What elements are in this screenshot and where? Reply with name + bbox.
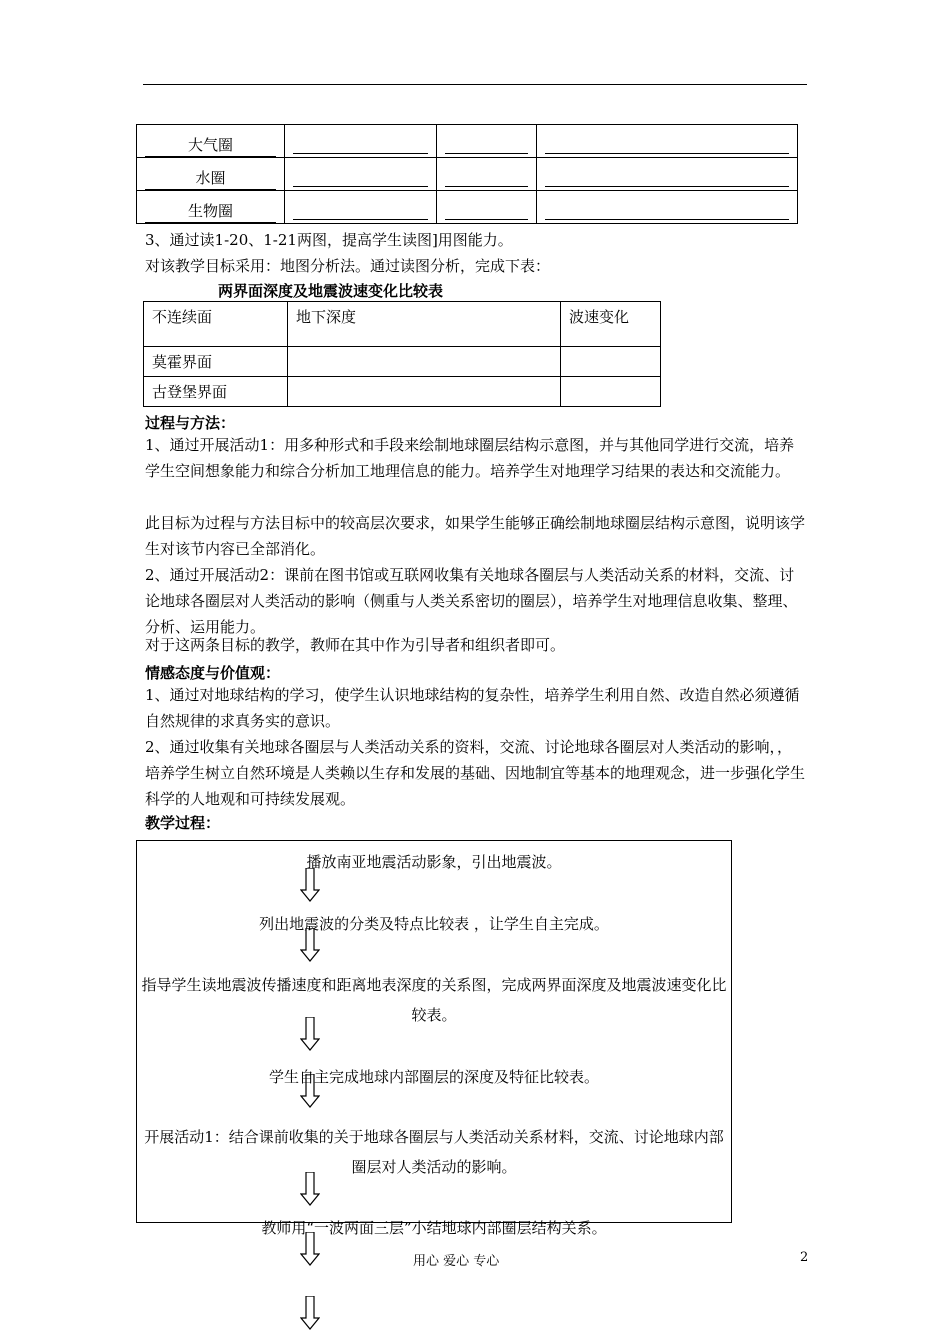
page-number: 2 bbox=[800, 1250, 809, 1265]
blank-cell bbox=[285, 191, 437, 224]
emotion-p1: 1、通过对地球结构的学习，使学生认识地球结构的复杂性，培养学生利用自然、改造自然必须遵循自然规律的求真务实的意识。 bbox=[145, 686, 800, 730]
sphere-name: 大气圈 bbox=[145, 134, 276, 157]
table-header-row bbox=[144, 302, 661, 347]
table-row bbox=[144, 377, 661, 407]
down-arrow-icon bbox=[300, 928, 320, 962]
flow-step: 学生自主完成地球内部圈层的深度及特征比较表。 bbox=[268, 1068, 599, 1086]
intro-line-1: 3、通过读1-20、1-21两图，提高学生读图]用图能力。 bbox=[145, 231, 513, 249]
teaching-heading: 教学过程： bbox=[145, 814, 221, 832]
row-label: 古登堡界面 bbox=[144, 377, 288, 407]
blank-cell bbox=[437, 158, 537, 191]
flow-step: 教师用“一波两面三层”小结地球内部圈层结构关系。 bbox=[261, 1219, 607, 1237]
down-arrow-icon bbox=[300, 1172, 320, 1206]
process-method-p2: 此目标为过程与方法目标中的较高层次要求，如果学生能够正确绘制地球圈层结构示意图，说明该学生对该节内容已全部消化。 bbox=[145, 514, 806, 558]
row-label: 莫霍界面 bbox=[144, 347, 288, 377]
blank-cell bbox=[537, 125, 798, 158]
process-method-p3: 2、通过开展活动2：课前在图书馆或互联网收集有关地球各圈层与人类活动关系的材料，交流、讨论地球各圈层对人类活动的影响（侧重与人类关系密切的圈层），培养学生对地理信息收集、整理、分析、运用能力。 bbox=[145, 566, 798, 636]
header-rule bbox=[143, 84, 807, 85]
down-arrow-icon bbox=[300, 1074, 320, 1108]
table-row bbox=[137, 125, 798, 158]
table-row bbox=[137, 191, 798, 224]
spheres-table bbox=[136, 124, 798, 224]
emotion-p2: 2、通过收集有关地球各圈层与人类活动关系的资料，交流、讨论地球各圈层对人类活动的影响，，培养学生树立自然环境是人类赖以生存和发展的基础、因地制宜等基本的地理观念，进一步强化学生科学的人地观和可持续发展观。 bbox=[145, 738, 806, 808]
flow-step: 播放南亚地震活动影象，引出地震波。 bbox=[306, 853, 562, 871]
down-arrow-icon bbox=[300, 1232, 320, 1266]
flow-step: 指导学生读地震波传播速度和距离地表深度的关系图，完成两界面深度及地震波速变化比较表。 bbox=[141, 976, 727, 1024]
blank-cell bbox=[537, 191, 798, 224]
down-arrow-icon bbox=[300, 868, 320, 902]
interface-table bbox=[143, 301, 661, 407]
header-cell: 波速变化 bbox=[561, 302, 661, 347]
table-row bbox=[137, 158, 798, 191]
sphere-name: 水圈 bbox=[145, 167, 276, 190]
table-title: 两界面深度及地震波速变化比较表 bbox=[218, 282, 444, 300]
blank-cell bbox=[437, 191, 537, 224]
footer-slogan: 用心 爱心 专心 bbox=[413, 1254, 500, 1269]
header-cell: 不连续面 bbox=[144, 302, 288, 347]
blank-cell bbox=[285, 125, 437, 158]
table-row bbox=[144, 347, 661, 377]
blank-cell bbox=[285, 158, 437, 191]
blank-cell bbox=[437, 125, 537, 158]
flow-step: 开展活动1：结合课前收集的关于地球各圈层与人类活动关系材料，交流、讨论地球内部圈层对人类活动的影响。 bbox=[144, 1128, 724, 1176]
process-method-p1: 1、通过开展活动1：用多种形式和手段来绘制地球圈层结构示意图，并与其他同学进行交流，培养学生空间想象能力和综合分析加工地理信息的能力。培养学生对地理学习结果的表达和交流能力。 bbox=[145, 436, 795, 480]
blank-cell bbox=[288, 347, 561, 377]
emotion-heading: 情感态度与价值观： bbox=[145, 664, 281, 682]
intro-line-2: 对该教学目标采用：地图分析法。通过读图分析，完成下表： bbox=[145, 257, 551, 275]
process-method-heading: 过程与方法： bbox=[145, 414, 236, 432]
header-cell: 地下深度 bbox=[288, 302, 561, 347]
down-arrow-icon bbox=[300, 1017, 320, 1051]
down-arrow-icon bbox=[300, 1296, 320, 1330]
blank-cell bbox=[561, 347, 661, 377]
flow-step: 列出地震波的分类及特点比较表 ，让学生自主完成。 bbox=[259, 915, 609, 933]
sphere-name: 生物圈 bbox=[145, 200, 276, 223]
process-method-p4: 对于这两条目标的教学，教师在其中作为引导者和组织者即可。 bbox=[145, 636, 566, 654]
blank-cell bbox=[537, 158, 798, 191]
blank-cell bbox=[288, 377, 561, 407]
blank-cell bbox=[561, 377, 661, 407]
